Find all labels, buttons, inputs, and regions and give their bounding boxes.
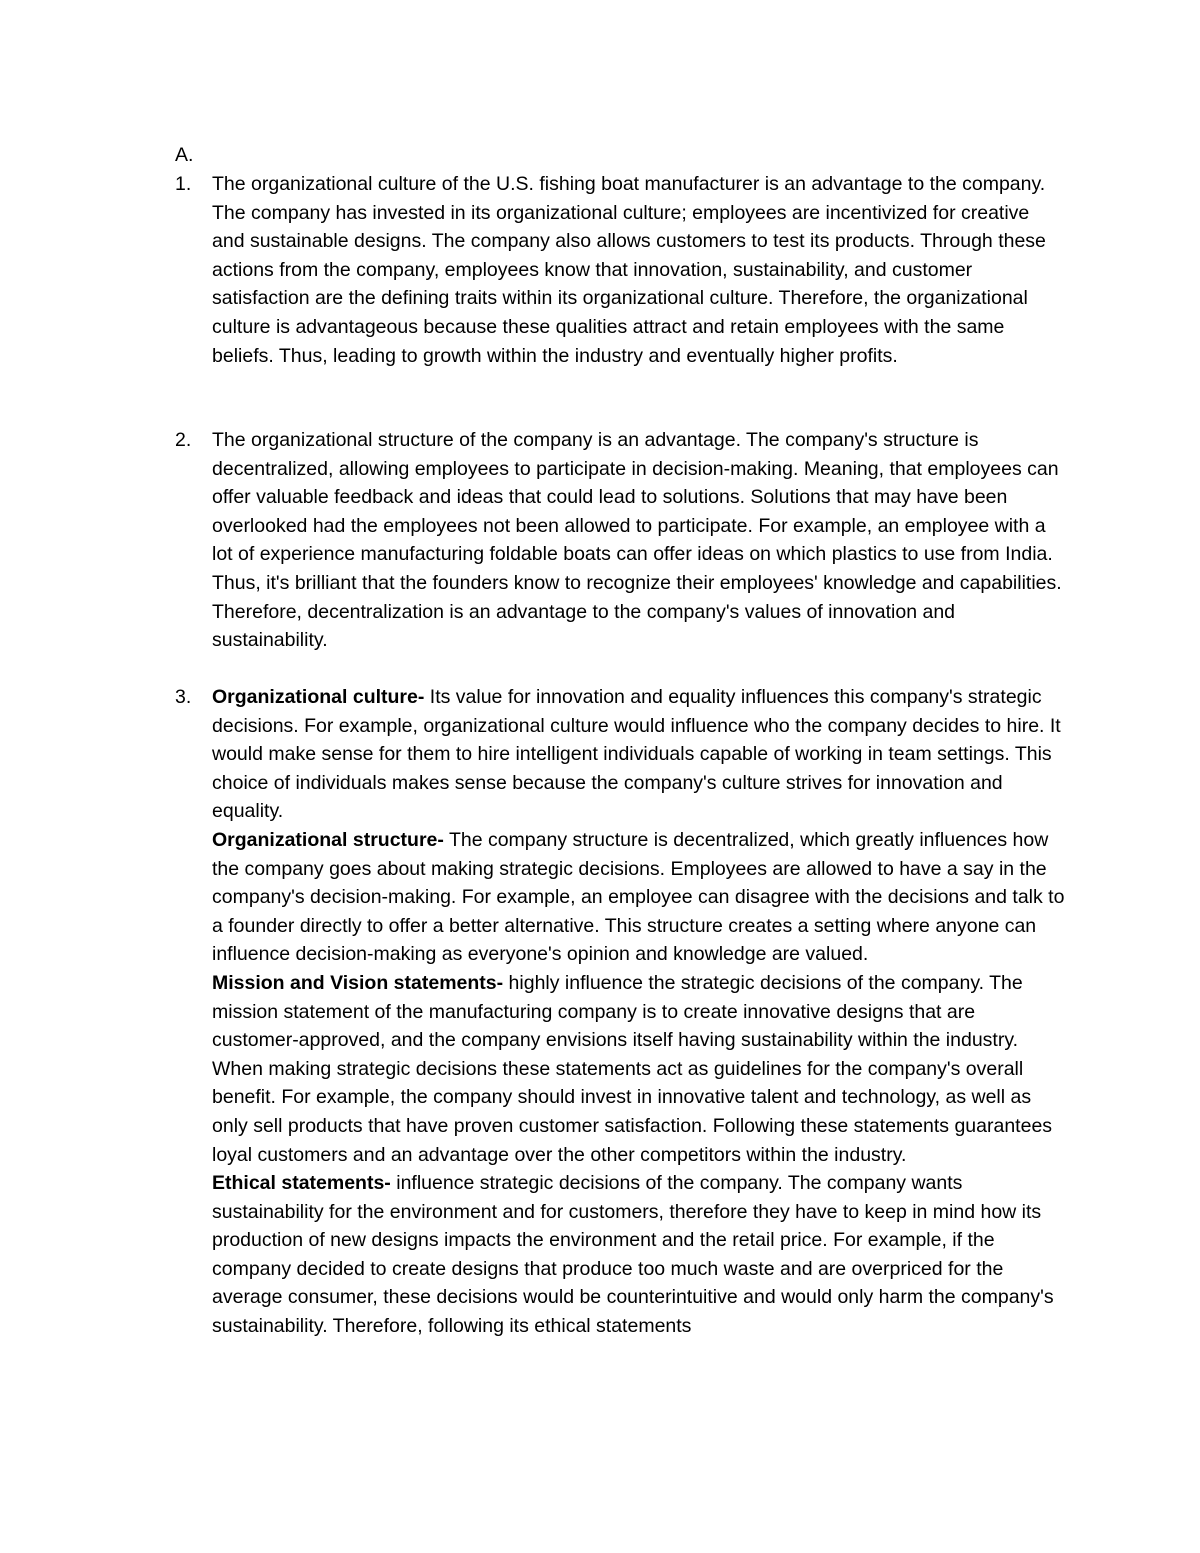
list-item — [175, 426, 1075, 655]
paragraph-heading: Ethical statements- — [212, 1172, 391, 1195]
ethical-paragraph — [212, 1169, 1067, 1341]
culture-paragraph — [212, 683, 1067, 826]
mission-vision-paragraph — [212, 969, 1067, 1169]
paragraph-heading: Organizational culture- — [212, 686, 425, 708]
paragraph-text: Its value for innovation and equality influences this company's strategic decisions. For example, organizational culture would influence who the company decides to hire. It would make sense for them to hire intelligent individuals capable of working in team settings. This choice of individuals makes sense because the company's culture strives for innovation and equality. — [212, 686, 1061, 823]
paragraph: The organizational culture of the U.S. fishing boat manufacturer is an advantage to the company. The company has invested in its organizational culture; employees are incentivized for creative and sustainable designs. The company also allows customers to test its products. Through these actions from the company, employees know that innovation, sustainability, and customer satisfaction are the defining traits within its organizational culture. Therefore, the organizational culture is advantageous because these qualities attract and retain employees with the same beliefs. Thus, leading to growth within the industry and eventually higher profits. — [212, 173, 1046, 367]
paragraph-heading: Organizational structure- — [212, 828, 444, 851]
list-item-body — [212, 426, 1067, 655]
paragraph-text: The company structure is decentralized, which greatly influences how the company goes about making strategic decisions. Employees are allowed to have a say in the company's decision-making. For example, an employee can disagree with the decisions and talk to a founder directly to offer a better alternative. This structure creates a setting where anyone can influence decision-making as everyone's opinion and knowledge are valued. — [212, 828, 1065, 966]
paragraph-text: highly influence the strategic decisions of the company. The mission statement of the manufacturing company is to create innovative designs that are customer-approved, and the company envisions itself having sustainability within the industry. When making strategic decisions these statements act as guidelines for the company's overall benefit. For example, the company should invest in innovative talent and technology, as well as only sell products that have proven customer satisfaction. Following these statements guarantees loyal customers and an advantage over the other competitors within the industry. — [212, 971, 1053, 1166]
paragraph: The organizational structure of the company is an advantage. The company's structure is decentralized, allowing employees to participate in decision-making. Meaning, that employees can offer valuable feedback and ideas that could lead to solutions. Solutions that may have been overlooked had the employees not been allowed to participate. For example, an employee with a lot of experience manufacturing foldable boats can offer ideas on which plastics to use from India. Thus, it's brilliant that the founders know to recognize their employees' knowledge and capabilities. Therefore, decentralization is an advantage to the company's values of innovation and sustainability. — [212, 429, 1062, 652]
structure-paragraph — [212, 826, 1067, 969]
list-item-number: 2. — [175, 429, 192, 451]
paragraph-heading: Mission and Vision statements- — [212, 971, 504, 994]
list-item-number: 3. — [175, 686, 192, 708]
list-item-body — [212, 170, 1067, 370]
list-item-body — [212, 683, 1067, 1341]
section-label: A. — [175, 144, 194, 166]
paragraph-text: influence strategic decisions of the company. The company wants sustainability for the environment and for customers, therefore they have to keep in mind how its production of new designs impacts the environment and the retail price. For example, if the company decided to create designs that produce too much waste and are overpriced for the average consumer, these decisions would be counterintuitive and would only harm the company's sustainability. Therefore, following its ethical statements — [212, 1172, 1054, 1338]
list-item — [175, 683, 1075, 1341]
list-item — [175, 170, 1075, 370]
list-item-number: 1. — [175, 173, 192, 195]
